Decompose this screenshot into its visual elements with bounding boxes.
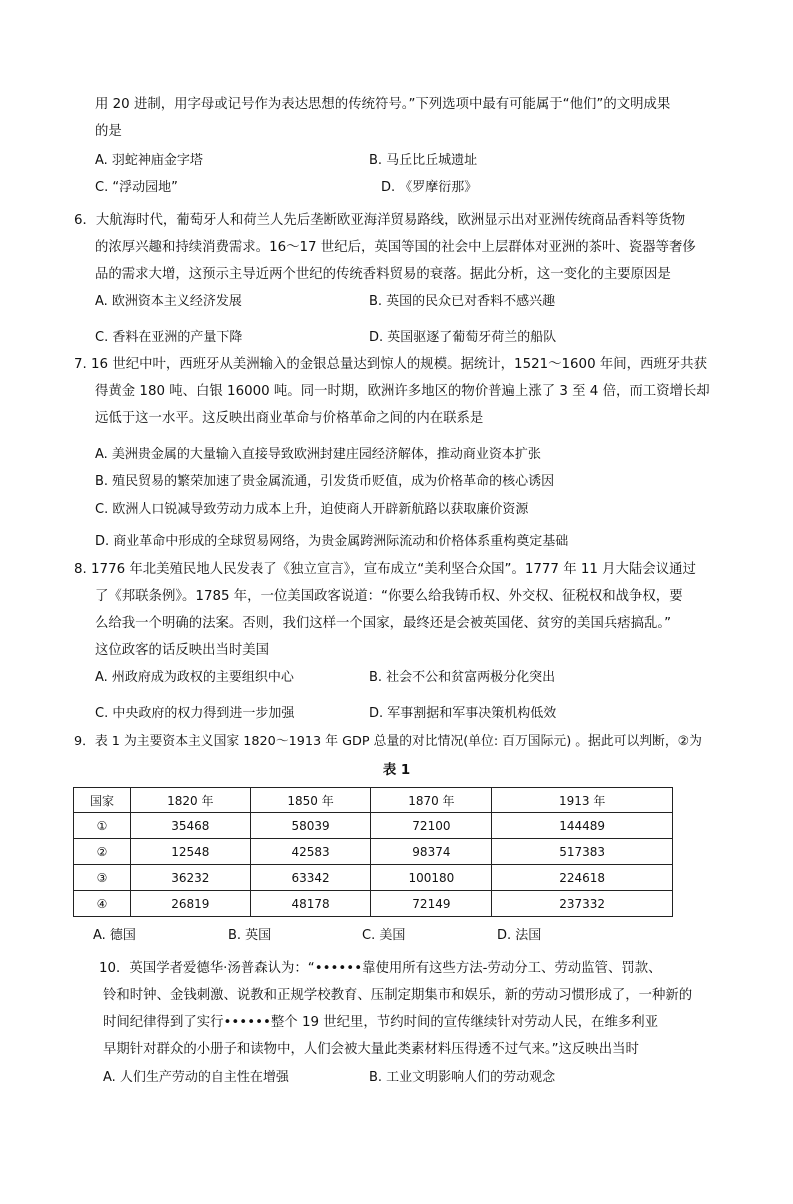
table-cell: 98374 bbox=[371, 839, 492, 865]
table-cell: 72100 bbox=[371, 813, 492, 839]
table-header: 1913 年 bbox=[492, 788, 673, 813]
q6-stem-line-2: 的浓厚兴趣和持续消费需求。16～17 世纪后，英国等国的社会中上层群体对亚洲的茶叶、瓷器等奢侈 bbox=[95, 240, 696, 255]
q10-stem-line-3: 时间纪律得到了实行••••••整个 19 世纪里，节约时间的宣传继续针对劳动人民，在维多利亚 bbox=[103, 1015, 659, 1030]
table-cell: ③ bbox=[74, 865, 131, 891]
q5-option-d: D. 《罗摩衍那》 bbox=[381, 180, 478, 195]
q7-stem-line-1: 7. 16 世纪中叶，西班牙从美洲输入的金银总量达到惊人的规模。据统计，1521～1600 年间，西班牙共获 bbox=[74, 357, 707, 372]
q10-stem-line-4: 早期针对群众的小册子和读物中，人们会被大量此类素材料压得透不过气来。”这反映出当时 bbox=[103, 1042, 639, 1057]
q8-option-a: A. 州政府成为政权的主要组织中心 bbox=[95, 670, 294, 685]
table-cell: 72149 bbox=[371, 891, 492, 917]
table-row bbox=[74, 813, 673, 839]
table-header: 国家 bbox=[74, 788, 131, 813]
table-cell: 35468 bbox=[130, 813, 250, 839]
q6-stem-line-1: 6．大航海时代，葡萄牙人和荷兰人先后垄断欧亚海洋贸易路线，欧洲显示出对亚洲传统商品香料等货物 bbox=[74, 213, 686, 228]
table-cell: 224618 bbox=[492, 865, 673, 891]
table-cell: 36232 bbox=[130, 865, 250, 891]
q9-option-b: B. 英国 bbox=[228, 928, 272, 943]
table-header: 1870 年 bbox=[371, 788, 492, 813]
table-cell: 237332 bbox=[492, 891, 673, 917]
q5-option-c: C. “浮动园地” bbox=[95, 180, 178, 195]
q8-stem-line-3: 么给我一个明确的法案。否则，我们这样一个国家，最终还是会被英国佬、贫穷的美国兵痞搞乱。” bbox=[95, 616, 672, 631]
table-cell: 144489 bbox=[492, 813, 673, 839]
table-cell: 517383 bbox=[492, 839, 673, 865]
q6-option-c: C. 香料在亚洲的产量下降 bbox=[95, 330, 243, 345]
table-cell: ④ bbox=[74, 891, 131, 917]
q8-stem-line-1: 8. 1776 年北美殖民地人民发表了《独立宣言》，宣布成立“美利坚合众国”。1777 年 11 月大陆会议通过 bbox=[74, 562, 696, 577]
table-cell: ② bbox=[74, 839, 131, 865]
q8-stem-line-4: 这位政客的话反映出当时美国 bbox=[95, 643, 270, 658]
q7-option-b: B. 殖民贸易的繁荣加速了贵金属流通，引发货币贬值，成为价格革命的核心诱因 bbox=[95, 474, 555, 489]
q10-stem-line-2: 铃和时钟、金钱刺激、说教和正规学校教育、压制定期集市和娱乐，新的劳动习惯形成了，一种新的 bbox=[103, 988, 693, 1003]
table-caption: 表 1 bbox=[382, 763, 411, 778]
q5-stem-line-2: 的是 bbox=[95, 124, 122, 139]
q7-stem-line-2: 得黄金 180 吨、白银 16000 吨。同一时期，欧洲许多地区的物价普遍上涨了 3 至 4 倍，而工资增长却 bbox=[95, 384, 710, 399]
table-cell: 42583 bbox=[250, 839, 371, 865]
q9-option-d: D. 法国 bbox=[497, 928, 542, 943]
q5-stem-line-1: 用 20 进制，用字母或记号作为表达思想的传统符号。”下列选项中最有可能属于“他们”的文明成果 bbox=[95, 97, 671, 112]
q5-option-b: B. 马丘比丘城遗址 bbox=[369, 153, 478, 168]
gdp-table bbox=[73, 787, 673, 917]
q8-option-c: C. 中央政府的权力得到进一步加强 bbox=[95, 706, 295, 721]
q7-stem-line-3: 远低于这一水平。这反映出商业革命与价格革命之间的内在联系是 bbox=[95, 411, 484, 426]
q9-stem-line-1: 9．表 1 为主要资本主义国家 1820～1913 年 GDP 总量的对比情况(单位: 百万国际元) 。据此可以判断，②为 bbox=[74, 734, 702, 749]
table-row bbox=[74, 891, 673, 917]
table-cell: ① bbox=[74, 813, 131, 839]
q5-option-a: A. 羽蛇神庙金字塔 bbox=[95, 153, 203, 168]
q10-option-a: A. 人们生产劳动的自主性在增强 bbox=[103, 1070, 289, 1085]
q10-option-b: B. 工业文明影响人们的劳动观念 bbox=[369, 1070, 556, 1085]
q7-option-a: A. 美洲贵金属的大量输入直接导致欧洲封建庄园经济解体，推动商业资本扩张 bbox=[95, 447, 541, 462]
table-row bbox=[74, 839, 673, 865]
table-cell: 26819 bbox=[130, 891, 250, 917]
q7-option-d: D. 商业革命中形成的全球贸易网络，为贵金属跨洲际流动和价格体系重构奠定基础 bbox=[95, 534, 569, 549]
table-cell: 100180 bbox=[371, 865, 492, 891]
table-header-row bbox=[74, 788, 673, 813]
q6-stem-line-3: 品的需求大增，这预示主导近两个世纪的传统香料贸易的衰落。据此分析，这一变化的主要原因是 bbox=[95, 267, 671, 282]
table-cell: 12548 bbox=[130, 839, 250, 865]
table-cell: 63342 bbox=[250, 865, 371, 891]
table-cell: 48178 bbox=[250, 891, 371, 917]
table-cell: 58039 bbox=[250, 813, 371, 839]
q8-option-b: B. 社会不公和贫富两极分化突出 bbox=[369, 670, 556, 685]
q6-option-b: B. 英国的民众已对香料不感兴趣 bbox=[369, 294, 556, 309]
q8-stem-line-2: 了《邦联条例》。1785 年，一位美国政客说道：“你要么给我铸币权、外交权、征税权和战争权，要 bbox=[95, 589, 683, 604]
table-header: 1820 年 bbox=[130, 788, 250, 813]
q10-stem-line-1: 10．英国学者爱德华·汤普森认为：“••••••靠使用所有这些方法-劳动分工、劳动监管、罚款、 bbox=[99, 961, 662, 976]
q9-option-a: A. 德国 bbox=[93, 928, 136, 943]
q7-option-c: C. 欧洲人口锐减导致劳动力成本上升，迫使商人开辟新航路以获取廉价资源 bbox=[95, 502, 529, 517]
table-header: 1850 年 bbox=[250, 788, 371, 813]
q6-option-a: A. 欧洲资本主义经济发展 bbox=[95, 294, 242, 309]
q8-option-d: D. 军事割据和军事决策机构低效 bbox=[369, 706, 557, 721]
table-row bbox=[74, 865, 673, 891]
q6-option-d: D. 英国驱逐了葡萄牙荷兰的船队 bbox=[369, 330, 557, 345]
q9-option-c: C. 美国 bbox=[362, 928, 406, 943]
